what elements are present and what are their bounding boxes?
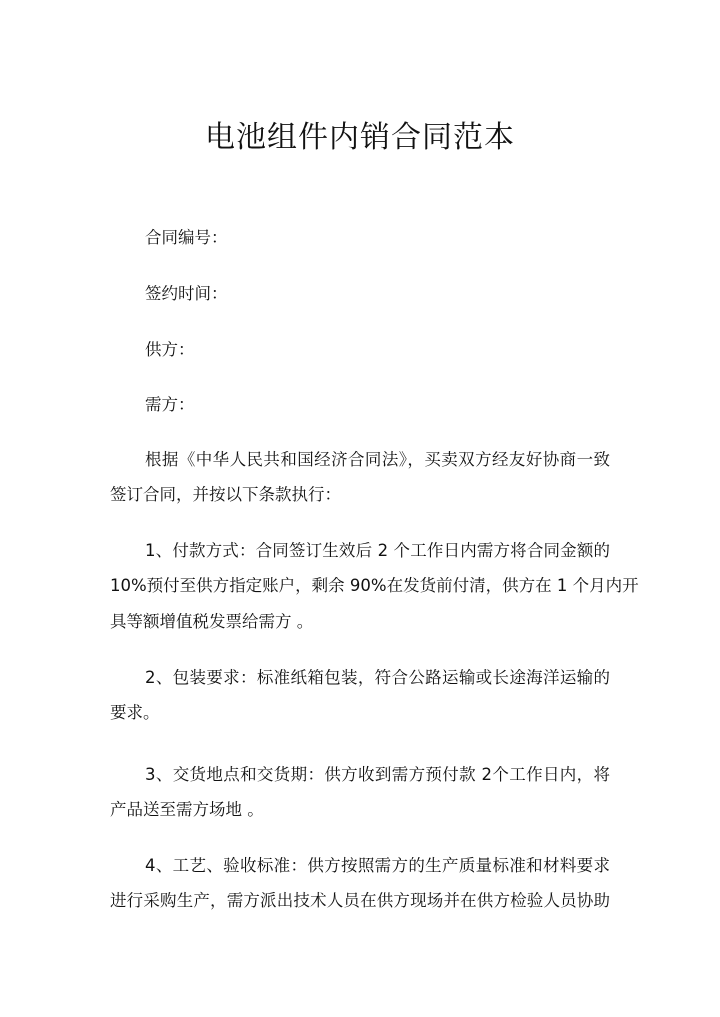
paragraph-line: 具等额增值税发票给需方 。: [110, 612, 314, 631]
paragraph-line: 进行采购生产，需方派出技术人员在供方现场并在供方检验人员协助: [110, 891, 610, 910]
paragraph-line: 签订合同，并按以下条款执行：: [110, 485, 341, 504]
paragraph-line: 产品送至需方场地 。: [110, 800, 264, 819]
paragraph-line: 3、交货地点和交货期：供方收到需方预付款 2个工作日内，将: [145, 765, 610, 784]
paragraph-line: 2、包装要求：标准纸箱包装，符合公路运输或长途海洋运输的: [145, 668, 610, 687]
field-buyer: 需方：: [145, 395, 195, 414]
paragraph-line: 10%预付至供方指定账户，剩余 90%在发货前付清，供方在 1 个月内开: [110, 576, 639, 595]
paragraph-line: 根据《中华人民共和国经济合同法》，买卖双方经友好协商一致: [145, 450, 610, 469]
paragraph-line: 1、付款方式：合同签订生效后 2 个工作日内需方将合同金额的: [145, 541, 610, 560]
field-sign-time: 签约时间：: [145, 284, 228, 303]
field-contract-number: 合同编号：: [145, 228, 228, 247]
paragraph-line: 要求。: [110, 703, 160, 722]
paragraph-line: 4、工艺、验收标准：供方按照需方的生产质量标准和材料要求: [145, 856, 610, 875]
field-supplier: 供方：: [145, 340, 195, 359]
document-title: 电池组件内销合同范本: [205, 120, 515, 155]
